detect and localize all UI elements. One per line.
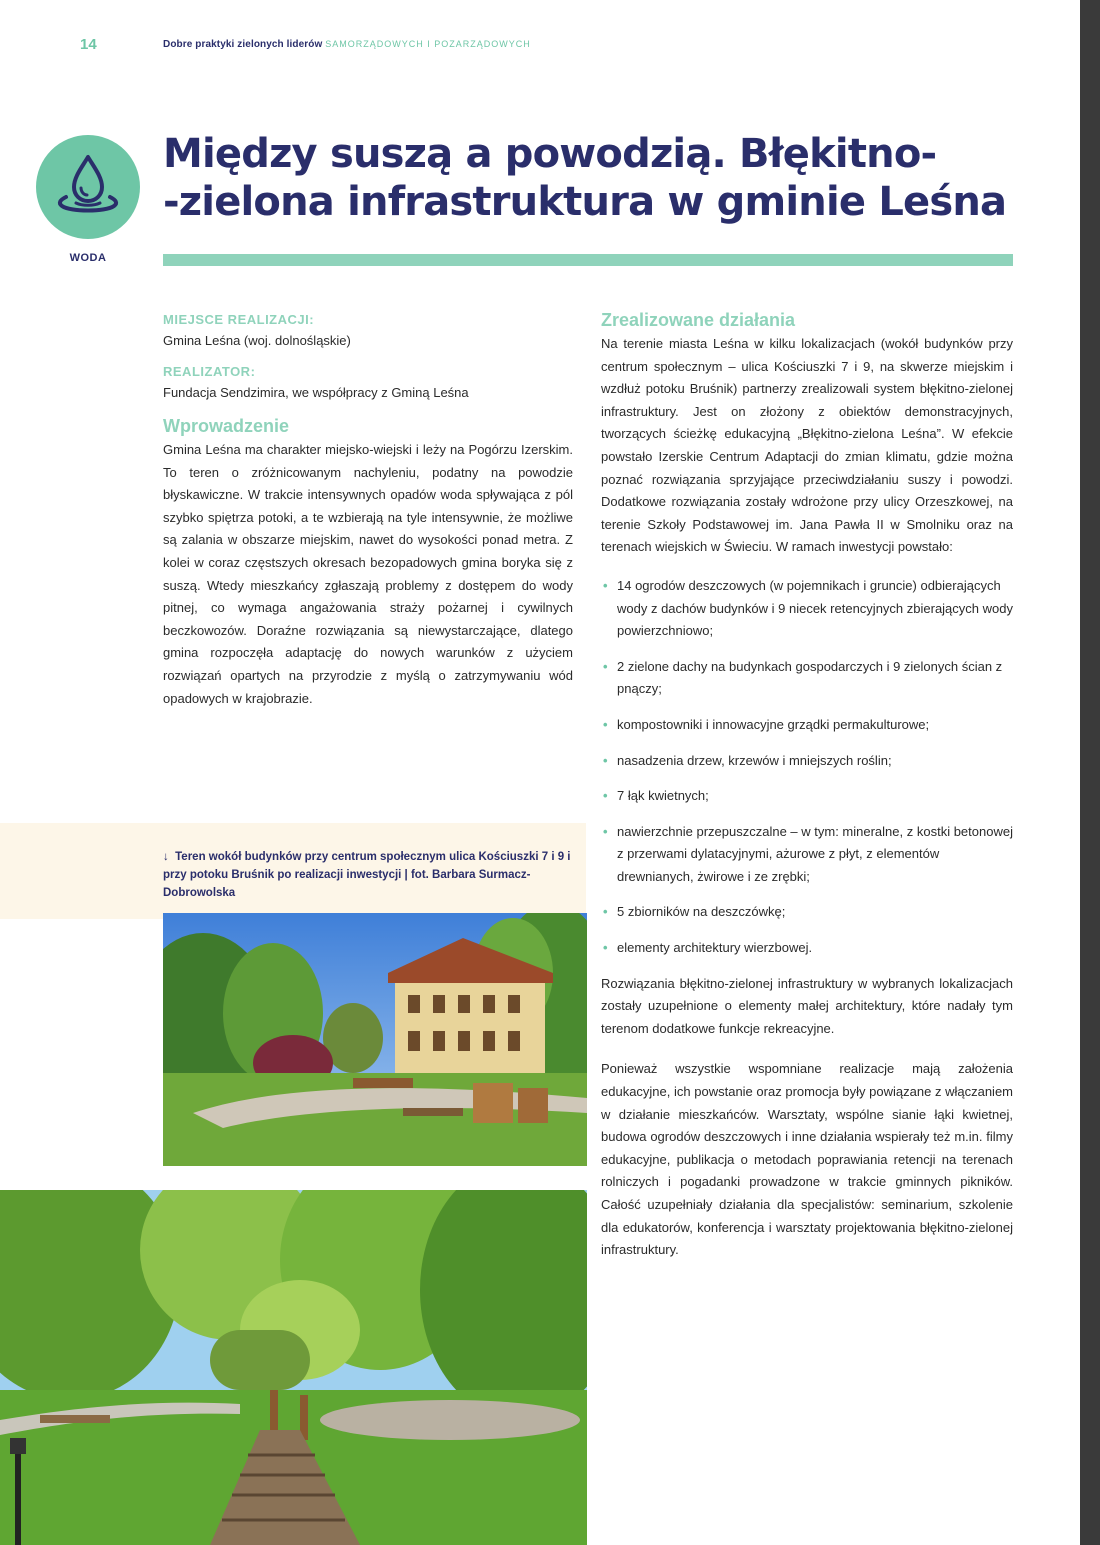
running-header [163, 39, 531, 50]
list-item: • 2 zielone dachy na budynkach gospodarczych i 9 zielonych ścian z pnączy; [601, 656, 1013, 701]
right-column [601, 310, 1013, 1262]
actions-heading: Zrealizowane działania [601, 310, 796, 330]
place-label: MIEJSCE REALIZACJI: [163, 312, 315, 327]
viewer-edge [1080, 0, 1100, 1545]
title-line-2: -zielona infrastruktura w gminie Leśna [163, 179, 1007, 225]
implementer-value: Fundacja Sendzimira, we współpracy z Gminą Leśna [163, 385, 469, 400]
list-item: • elementy architektury wierzbowej. [601, 937, 1013, 960]
bullet-icon: • [603, 823, 608, 839]
actions-paragraph-2: Rozwiązania błękitno-zielonej infrastruktury w wybranych lokalizacjach zostały uzupełnione o elementy małej architektury, które nadały tym terenom dodatkowe funkcje rekreacyjne. [601, 975, 1013, 1036]
photo-garden-path [0, 1190, 587, 1545]
photo-caption [163, 848, 573, 902]
page-number: 14 [80, 36, 97, 53]
list-item: • nawierzchnie przepuszczalne – w tym: mineralne, z kostki betonowej z przerwami dylatacyjnymi, ażurowe z płyt, z elementów drewnianych, żwirowe i ze zrębki; [601, 821, 1013, 889]
category-label: WODA [69, 252, 107, 264]
bullet-icon: • [603, 716, 608, 732]
list-item: • kompostowniki i innowacyjne grządki permakulturowe; [601, 714, 1013, 737]
actions-paragraph-3: Ponieważ wszystkie wspomniane realizacje mają założenia edukacyjne, ich powstanie oraz promocja były powiązane z włączaniem w działanie mieszkańców. Warsztaty, wspólne sianie łąki kwietnej, budowa ogrodów deszczowych i inne działania wspierały też m.in. filmy edukacyjne, publikacja o metodach poprawiania retencji na terenach rolniczych i pogadanki prowadzone w trakcie gminnych pikników. Całość uzupełniały działania dla specjalistów: seminarium, szkolenie dla edukatorów, konferencja i warsztaty projektowania błękitno-zielonej infrastruktury. [601, 1061, 1013, 1258]
bullet-icon: • [603, 904, 608, 920]
title-line-1: Między suszą a powodzią. Błękitno- [163, 131, 937, 177]
arrow-down-icon: ↓ [163, 851, 169, 863]
list-item: • nasadzenia drzew, krzewów i mniejszych roślin; [601, 750, 1013, 773]
implementer-label: REALIZATOR: [163, 364, 256, 379]
actions-intro: Na terenie miasta Leśna w kilku lokalizacjach (wokół budynków przy centrum społecznym – ulica Kościuszki 7 i 9, na skwerze miejskim i wzdłuż potoku Bruśnik) partnerzy zrealizowali system błękitno-zielonej infrastruktury. Jest on złożony z obiektów demonstracyjnych, tworzących ścieżkę edukacyjną „Błękitno-zielona Leśna”. W efekcie powstało Izerskie Centrum Adaptacji do zmian klimatu, gdzie można poznać rozwiązania sprzyjające przeciwdziałaniu suszy i powodzi. Dodatkowe rozwiązania zostały wdrożone przy ulicy Orzeszkowej, na terenie Szkoły Podstawowej im. Jana Pawła II w Smolniku oraz na terenach wiejskich w Świeciu. W ramach inwestycji powstało: [601, 336, 1013, 555]
title-underline [163, 254, 1013, 266]
list-item: • 14 ogrodów deszczowych (w pojemnikach i gruncie) odbierających wody z dachów budynków i 9 niecek retencyjnych zbierających wody powierzchniowo; [601, 575, 1013, 643]
bullet-icon: • [603, 788, 608, 804]
place-value: Gmina Leśna (woj. dolnośląskie) [163, 333, 351, 348]
intro-heading: Wprowadzenie [163, 416, 290, 436]
bullet-icon: • [603, 658, 608, 674]
actions-list [601, 575, 1013, 960]
photo-building-garden [163, 913, 587, 1166]
list-item: • 5 zbiorników na deszczówkę; [601, 901, 1013, 924]
category-badge [36, 135, 140, 239]
intro-paragraph: Gmina Leśna ma charakter miejsko-wiejski i leży na Pogórzu Izerskim. To teren o zróżnicowanym nachyleniu, podatny na powodzie błyskawiczne. W trakcie intensywnych opadów woda spływająca z pól szybko spiętrza potoki, a te wzbierają na tyle intensywnie, że możliwe są zalania w obszarze miejskim, nawet do wysokości ponad metra. Z kolei w coraz częstszych okresach bezopadowych gmina boryka się z suszą. Wtedy mieszkańcy zgłaszają problemy z dostępem do wody pitnej, co wymaga angażowania straży pożarnej i cywilnych beczkowozów. Doraźne rozwiązania są niewystarczające, dlatego gmina rozpoczęła adaptację do nowych warunków z użyciem rozwiązań opartych na przyrodzie z myślą o zatrzymywaniu wód opadowych w krajobrazie. [163, 442, 573, 706]
list-item: • 7 łąk kwietnych; [601, 785, 1013, 808]
running-title: Dobre praktyki zielonych liderów [163, 39, 323, 50]
running-title-accent: SAMORZĄDOWYCH I POZARZĄDOWYCH [325, 39, 531, 49]
caption-text: Teren wokół budynków przy centrum społecznym ulica Kościuszki 7 i 9 i przy potoku Bruśnik po realizacji inwestycji | fot. Barbara Surmacz-Dobrowolska [163, 851, 571, 899]
left-column [163, 312, 573, 710]
bullet-icon: • [603, 752, 608, 768]
water-drop-icon [36, 135, 140, 239]
page-title [163, 130, 1023, 226]
bullet-icon: • [603, 940, 608, 956]
bullet-icon: • [603, 577, 608, 593]
